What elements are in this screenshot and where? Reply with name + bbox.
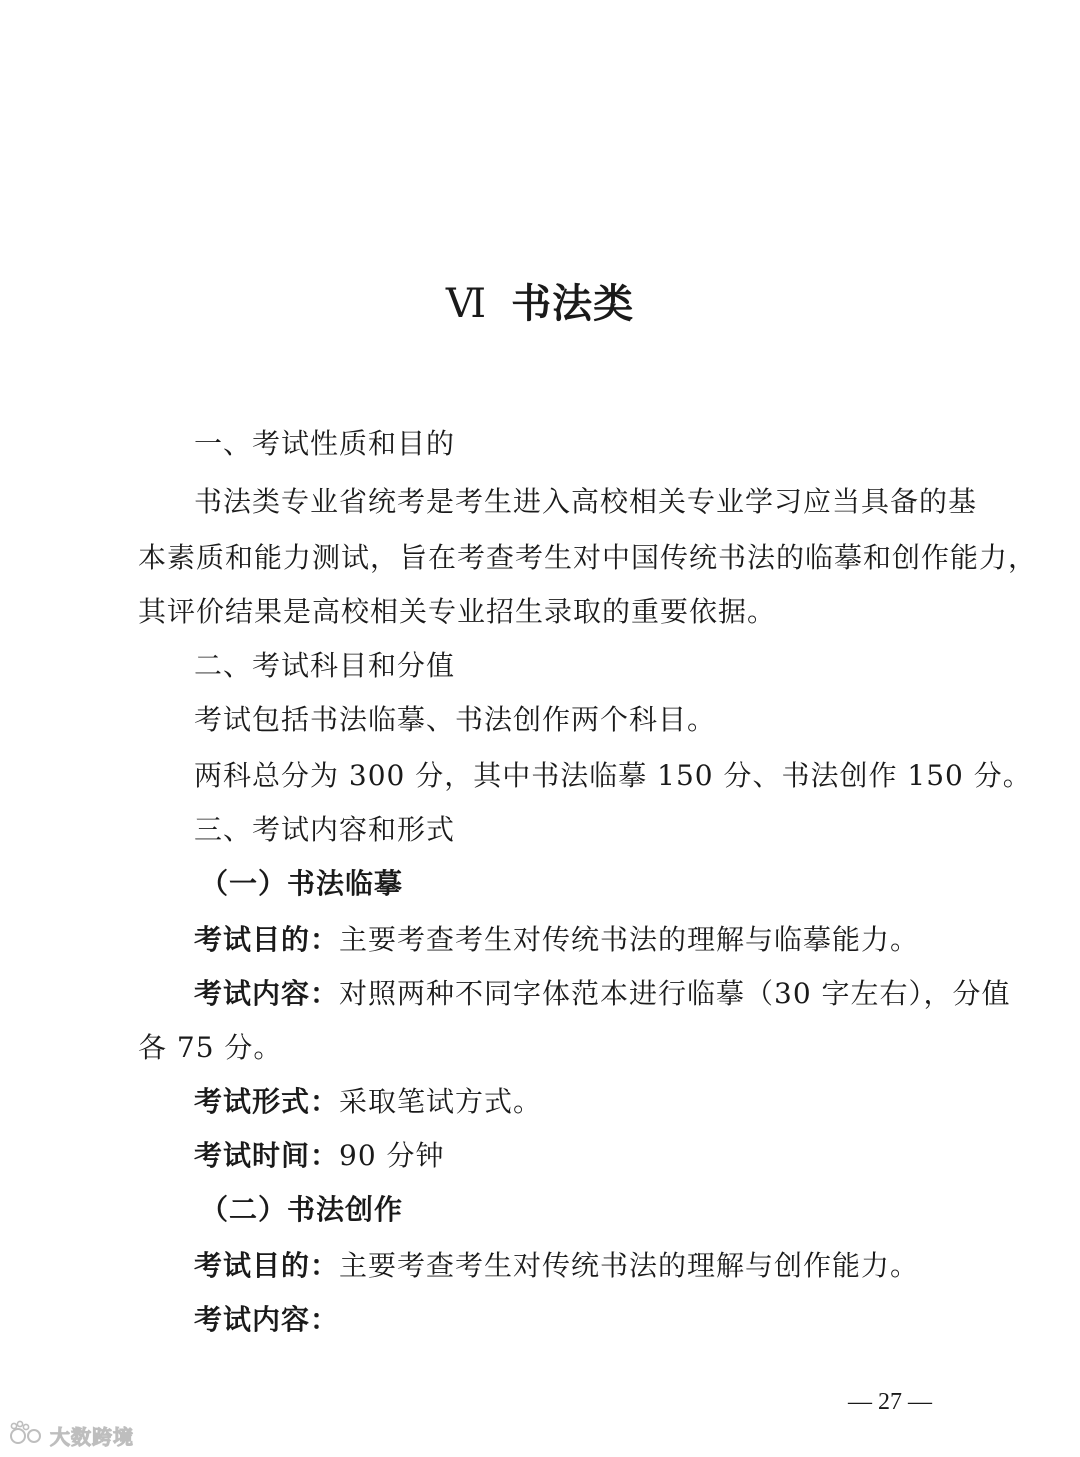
sub2-purpose-label: 考试目的： [194, 1249, 340, 1282]
section-heading-2: 二、考试科目和分值 [194, 649, 456, 682]
sub2-purpose-text: 主要考查考生对传统书法的理解与创作能力。 [339, 1249, 920, 1282]
sub1-purpose-text: 主要考查考生对传统书法的理解与临摹能力。 [339, 923, 920, 956]
page-number: — 27 — [848, 1389, 932, 1415]
subsection-heading-2: （二）书法创作 [200, 1193, 404, 1226]
section-1-paragraph-line-2: 本素质和能力测试，旨在考查考生对中国传统书法的临摹和创作能力， [138, 541, 1038, 574]
title-numeral: Ⅵ [445, 281, 488, 326]
sub1-content-label: 考试内容： [194, 977, 340, 1010]
subsection-heading-1: （一）书法临摹 [200, 867, 404, 900]
section-heading-3: 三、考试内容和形式 [194, 813, 456, 846]
sub1-content-line-2: 各 75 分。 [138, 1031, 283, 1064]
paw-logo-icon [8, 1420, 42, 1450]
section-2-line-1: 考试包括书法临摹、书法创作两个科目。 [194, 703, 717, 736]
sub2-content-label: 考试内容： [194, 1303, 340, 1336]
sub1-time-text: 90 分钟 [339, 1139, 445, 1172]
sub1-time-label: 考试时间： [194, 1139, 340, 1172]
section-heading-1: 一、考试性质和目的 [194, 427, 456, 460]
watermark [8, 1420, 134, 1450]
sub1-content-text: 对照两种不同字体范本进行临摹（30 字左右），分值 [339, 977, 1011, 1010]
sub1-content [194, 974, 1011, 1014]
sub1-form-label: 考试形式： [194, 1085, 340, 1118]
sub2-content [194, 1300, 339, 1340]
section-1-paragraph-line-3: 其评价结果是高校相关专业招生录取的重要依据。 [138, 595, 777, 628]
section-1-paragraph-line-1: 书法类专业省统考是考生进入高校相关专业学习应当具备的基 [194, 485, 978, 518]
watermark-text: 大数跨境 [50, 1424, 134, 1449]
sub1-purpose-label: 考试目的： [194, 923, 340, 956]
sub1-purpose [194, 920, 919, 960]
sub1-form-text: 采取笔试方式。 [339, 1085, 543, 1118]
sub2-purpose [194, 1246, 919, 1286]
sub1-time [194, 1136, 445, 1176]
title-text: 书法类 [511, 281, 635, 327]
page-title [0, 272, 1080, 329]
sub1-form [194, 1082, 542, 1122]
section-2-line-2: 两科总分为 300 分，其中书法临摹 150 分、书法创作 150 分。 [194, 759, 1032, 792]
